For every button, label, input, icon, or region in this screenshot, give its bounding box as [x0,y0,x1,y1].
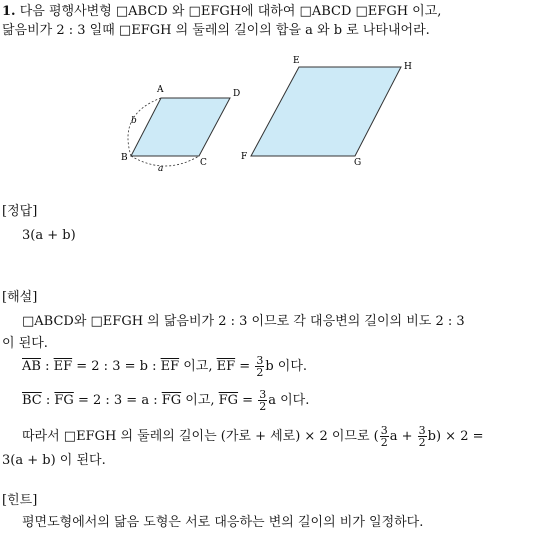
eq2-eq: = [238,393,258,408]
eq1-end: b 이다. [265,359,308,374]
hint-text: 평면도형에서의 닮음 도형은 서로 대응하는 변의 길이의 비가 일정하다. [22,515,424,530]
segment-fg-2: $\overline{FG}$ [161,393,182,408]
eq2-end: a 이다. [268,393,310,408]
fraction-numerator: 3 [256,354,264,367]
segment-ef-3: $\overline{EF}$ [216,359,236,374]
side-a-arc [131,156,199,166]
fraction-3-2 [255,355,264,378]
segment-ef-2: $\overline{EF}$ [160,359,180,374]
eq1-and: 이고, [179,359,217,374]
fraction-3-2 [258,389,267,412]
eq1-sep: : [40,359,54,374]
l5-end: b) × 2 = [427,429,484,444]
label-a-vertex: A [157,85,164,95]
eq2-sep: : [41,393,55,408]
segment-ef: $\overline{EF}$ [53,359,73,374]
answer-heading: [정답] [2,204,38,219]
label-h-vertex: H [404,62,412,72]
segment-ab: $\overline{AB}$ [22,359,41,374]
explanation-eq-2 [22,388,309,414]
label-c-vertex: C [200,158,207,168]
parallelogram-abcd [131,98,230,156]
parallelogram-efgh [251,67,401,156]
fraction-numerator: 3 [418,424,426,437]
fraction-3-2 [418,425,427,448]
problem-text-1: 다음 평행사변형 □ABCD 와 □EFGH에 대하여 □ABCD □EFGH 이고, [19,4,442,19]
eq2-ratio: = 2 : 3 = a : [73,393,162,408]
explanation-line-6: 3(a + b) 이 된다. [2,453,106,468]
eq1-ratio: = 2 : 3 = b : [72,359,161,374]
explanation-eq-1 [22,354,307,380]
label-side-a: a [158,164,164,172]
segment-fg-3: $\overline{FG}$ [218,393,239,408]
hint-heading: [힌트] [2,493,38,508]
fraction-numerator: 3 [380,424,388,437]
fraction-denominator: 2 [418,436,426,449]
problem-line-1 [2,3,441,21]
l5-text: 따라서 □EFGH 의 둘레의 길이는 (가로 + 세로) × 2 이므로 ( [22,429,379,444]
eq1-eq: = [235,359,255,374]
segment-bc: $\overline{BC}$ [22,393,42,408]
fraction-numerator: 3 [259,388,267,401]
explanation-line-5 [22,424,484,450]
parallelogram-figure [0,52,533,172]
explanation-line-1: □ABCD와 □EFGH 의 닮음비가 2 : 3 이므로 각 대응변의 길이의 비도 2 : 3 [22,314,465,329]
answer-value: 3(a + b) [22,228,76,243]
segment-fg: $\overline{FG}$ [54,393,74,408]
label-e-vertex: E [293,56,300,66]
fraction-denominator: 2 [259,400,267,413]
fraction-denominator: 2 [256,366,264,379]
l5-mid: a + [389,429,417,444]
label-g-vertex: G [354,158,362,168]
fraction-3-2 [380,425,389,448]
explanation-line-2: 이 된다. [2,336,48,351]
eq2-and: 이고, [181,393,219,408]
label-b-vertex: B [121,153,128,163]
problem-line-2: 닮음비가 2 : 3 일때 □EFGH 의 둘레의 길이의 합을 a 와 b 로 나타내어라. [2,23,430,38]
label-d-vertex: D [233,89,241,99]
explanation-heading: [해설] [2,290,38,305]
fraction-denominator: 2 [380,436,388,449]
label-side-b: b [131,116,137,126]
label-f-vertex: F [241,152,248,162]
problem-number: 1. [2,4,16,19]
